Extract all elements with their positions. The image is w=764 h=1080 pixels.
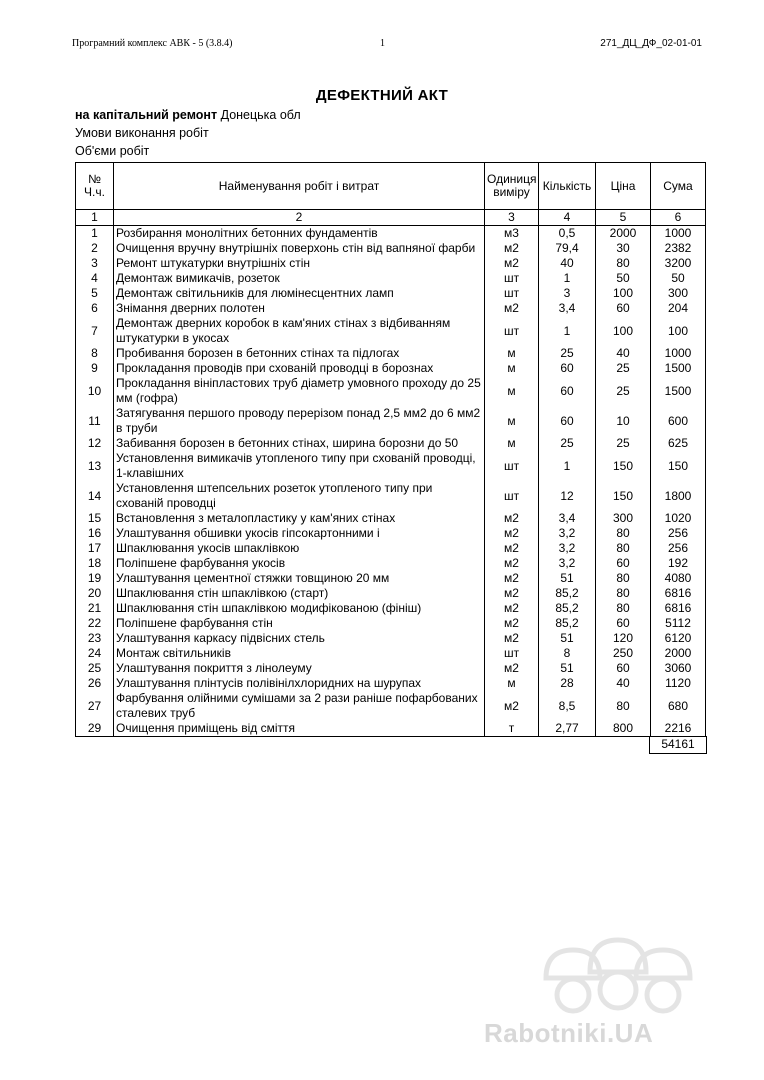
price: 40 [596,346,651,361]
quantity: 51 [539,571,596,586]
header-unit: Одиниця виміру [485,163,539,210]
row-number: 18 [76,556,114,571]
unit: м [485,406,539,436]
table-row [76,646,706,661]
sum: 192 [651,556,706,571]
table-row [76,256,706,271]
unit: м2 [485,691,539,721]
col-number: 4 [539,210,596,226]
header-sum: Сума [651,163,706,210]
sum: 1500 [651,361,706,376]
quantity: 60 [539,376,596,406]
row-number: 20 [76,586,114,601]
column-number-row [76,210,706,226]
work-name: Шпаклювання стін шпаклівкою (старт) [114,586,485,601]
repair-line [75,108,301,122]
quantity: 0,5 [539,226,596,242]
row-number: 22 [76,616,114,631]
table-row [76,661,706,676]
table-row [76,571,706,586]
work-name: Улаштування плінтусів полівінілхлоридних на шурупах [114,676,485,691]
unit: м [485,361,539,376]
row-number: 26 [76,676,114,691]
sum: 3200 [651,256,706,271]
price: 300 [596,511,651,526]
document-title: ДЕФЕКТНИЙ АКТ [315,87,449,104]
quantity: 85,2 [539,586,596,601]
work-name: Демонтаж світильників для люмінесцентних ламп [114,286,485,301]
table-row [76,586,706,601]
row-number: 2 [76,241,114,256]
col-number: 2 [114,210,485,226]
price: 60 [596,661,651,676]
unit: м2 [485,661,539,676]
table-row [76,286,706,301]
sum: 204 [651,301,706,316]
work-name: Шпаклювання стін шпаклівкою модифікованою (фініш) [114,601,485,616]
row-number: 16 [76,526,114,541]
table-row [76,511,706,526]
quantity: 51 [539,631,596,646]
work-name: Ремонт штукатурки внутрішніх стін [114,256,485,271]
price: 60 [596,616,651,631]
row-number: 1 [76,226,114,242]
table-row [76,361,706,376]
price: 80 [596,256,651,271]
table-row [76,616,706,631]
row-number: 24 [76,646,114,661]
unit: шт [485,286,539,301]
sum: 2216 [651,721,706,737]
table-row [76,526,706,541]
sum: 1000 [651,346,706,361]
unit: шт [485,316,539,346]
work-name: Пробивання борозен в бетонних стінах та підлогах [114,346,485,361]
quantity: 40 [539,256,596,271]
work-name: Демонтаж вимикачів, розеток [114,271,485,286]
unit: м2 [485,571,539,586]
row-number: 21 [76,601,114,616]
price: 25 [596,376,651,406]
quantity: 60 [539,406,596,436]
repair-label: на капітальний ремонт [75,108,218,122]
sum: 6816 [651,601,706,616]
volumes-line: Об'єми робіт [75,144,150,158]
quantity: 60 [539,361,596,376]
table-row [76,346,706,361]
unit: м2 [485,601,539,616]
sum: 3060 [651,661,706,676]
table-row [76,721,706,737]
unit: м [485,376,539,406]
sum: 100 [651,316,706,346]
quantity: 3 [539,286,596,301]
quantity: 3,4 [539,511,596,526]
quantity: 3,2 [539,556,596,571]
price: 80 [596,526,651,541]
row-number: 29 [76,721,114,737]
table-row [76,376,706,406]
work-name: Розбирання монолітних бетонних фундаментів [114,226,485,242]
conditions-line: Умови виконання робіт [75,126,209,140]
table-row [76,271,706,286]
price: 120 [596,631,651,646]
price: 150 [596,451,651,481]
unit: шт [485,451,539,481]
quantity: 28 [539,676,596,691]
work-name: Очищення приміщень від сміття [114,721,485,737]
table-row [76,676,706,691]
row-number: 9 [76,361,114,376]
sum: 256 [651,541,706,556]
unit: м2 [485,631,539,646]
row-number: 8 [76,346,114,361]
sum: 150 [651,451,706,481]
document-code: 271_ДЦ_ДФ_02-01-01 [600,38,702,49]
price: 250 [596,646,651,661]
unit: м2 [485,256,539,271]
unit: м [485,676,539,691]
quantity: 3,2 [539,541,596,556]
work-name: Установлення вимикачів утопленого типу при схованій проводці, 1-клавішних [114,451,485,481]
table-row [76,406,706,436]
sum: 2000 [651,646,706,661]
sum: 1800 [651,481,706,511]
price: 60 [596,556,651,571]
quantity: 3,4 [539,301,596,316]
price: 50 [596,271,651,286]
quantity: 85,2 [539,601,596,616]
table-row [76,226,706,242]
table-row [76,556,706,571]
row-number: 5 [76,286,114,301]
price: 25 [596,436,651,451]
price: 30 [596,241,651,256]
table-row [76,436,706,451]
col-number: 5 [596,210,651,226]
work-name: Установлення штепсельних розеток утопленого типу при схованій проводці [114,481,485,511]
unit: м [485,346,539,361]
table-row [76,316,706,346]
price: 25 [596,361,651,376]
header-row [76,163,706,210]
unit: м2 [485,511,539,526]
table-body [76,226,706,737]
unit: шт [485,481,539,511]
sum: 6120 [651,631,706,646]
sum: 1500 [651,376,706,406]
row-number: 13 [76,451,114,481]
price: 80 [596,541,651,556]
sum: 625 [651,436,706,451]
quantity: 25 [539,436,596,451]
work-name: Знімання дверних полотен [114,301,485,316]
quantity: 1 [539,451,596,481]
sum: 600 [651,406,706,436]
row-number: 3 [76,256,114,271]
unit: м3 [485,226,539,242]
header-num: № Ч.ч. [76,163,114,210]
sum: 6816 [651,586,706,601]
row-number: 27 [76,691,114,721]
price: 800 [596,721,651,737]
sum: 1020 [651,511,706,526]
row-number: 11 [76,406,114,436]
row-number: 4 [76,271,114,286]
repair-value: Донецька обл [220,108,301,122]
sum: 680 [651,691,706,721]
quantity: 51 [539,661,596,676]
price: 100 [596,286,651,301]
unit: м2 [485,241,539,256]
work-name: Демонтаж дверних коробок в кам'яних стінах з відбиванням штукатурки в укосах [114,316,485,346]
software-name: Програмний комплекс АВК - 5 (3.8.4) [72,38,233,49]
unit: м2 [485,541,539,556]
sum: 256 [651,526,706,541]
work-name: Затягування першого проводу перерізом понад 2,5 мм2 до 6 мм2 в труби [114,406,485,436]
sum: 2382 [651,241,706,256]
work-name: Улаштування покриття з лінолеуму [114,661,485,676]
table-row [76,481,706,511]
total-sum: 54161 [649,736,707,754]
quantity: 25 [539,346,596,361]
work-name: Поліпшене фарбування стін [114,616,485,631]
unit: шт [485,271,539,286]
work-name: Забивання борозен в бетонних стінах, ширина борозни до 50 [114,436,485,451]
table-row [76,241,706,256]
work-name: Шпаклювання укосів шпаклівкою [114,541,485,556]
header-qty: Кількість [539,163,596,210]
table-row [76,541,706,556]
sum: 5112 [651,616,706,631]
price: 60 [596,301,651,316]
row-number: 17 [76,541,114,556]
unit: м2 [485,526,539,541]
row-number: 15 [76,511,114,526]
row-number: 10 [76,376,114,406]
sum: 4080 [651,571,706,586]
quantity: 2,77 [539,721,596,737]
unit: м2 [485,301,539,316]
sum: 1120 [651,676,706,691]
row-number: 14 [76,481,114,511]
header-name: Найменування робіт і витрат [114,163,485,210]
quantity: 3,2 [539,526,596,541]
work-name: Поліпшене фарбування укосів [114,556,485,571]
quantity: 12 [539,481,596,511]
watermark-text: Rabotniki.UA [484,1018,654,1048]
unit: шт [485,646,539,661]
unit: м2 [485,586,539,601]
sum: 50 [651,271,706,286]
row-number: 25 [76,661,114,676]
work-name: Прокладання вініпластових труб діаметр умовного проходу до 25 мм (гофра) [114,376,485,406]
row-number: 7 [76,316,114,346]
unit: м2 [485,556,539,571]
quantity: 1 [539,271,596,286]
row-number: 23 [76,631,114,646]
header-price: Ціна [596,163,651,210]
page-number: 1 [380,38,385,49]
work-name: Очищення вручну внутрішніх поверхонь стін від вапняної фарби [114,241,485,256]
quantity: 79,4 [539,241,596,256]
sum: 300 [651,286,706,301]
quantity: 1 [539,316,596,346]
row-number: 12 [76,436,114,451]
price: 80 [596,601,651,616]
table-row [76,631,706,646]
work-name: Улаштування обшивки укосів гіпсокартонними і [114,526,485,541]
price: 150 [596,481,651,511]
quantity: 8 [539,646,596,661]
col-number: 3 [485,210,539,226]
work-name: Улаштування каркасу підвісних стель [114,631,485,646]
work-name: Прокладання проводів при схованій проводці в борознах [114,361,485,376]
price: 10 [596,406,651,436]
unit: т [485,721,539,737]
price: 2000 [596,226,651,242]
work-name: Улаштування цементної стяжки товщиною 20 мм [114,571,485,586]
table-row [76,601,706,616]
quantity: 85,2 [539,616,596,631]
quantity: 8,5 [539,691,596,721]
sum: 1000 [651,226,706,242]
work-name: Встановлення з металопластику у кам'яних стінах [114,511,485,526]
col-number: 6 [651,210,706,226]
price: 80 [596,571,651,586]
table-row [76,451,706,481]
unit: м [485,436,539,451]
table-row [76,691,706,721]
work-name: Монтаж світильників [114,646,485,661]
price: 80 [596,586,651,601]
unit: м2 [485,616,539,631]
price: 80 [596,691,651,721]
col-number: 1 [76,210,114,226]
table-row [76,301,706,316]
defect-table [75,162,706,737]
row-number: 19 [76,571,114,586]
work-name: Фарбування олійними сумішами за 2 рази раніше пофарбованих сталевих труб [114,691,485,721]
row-number: 6 [76,301,114,316]
price: 40 [596,676,651,691]
price: 100 [596,316,651,346]
